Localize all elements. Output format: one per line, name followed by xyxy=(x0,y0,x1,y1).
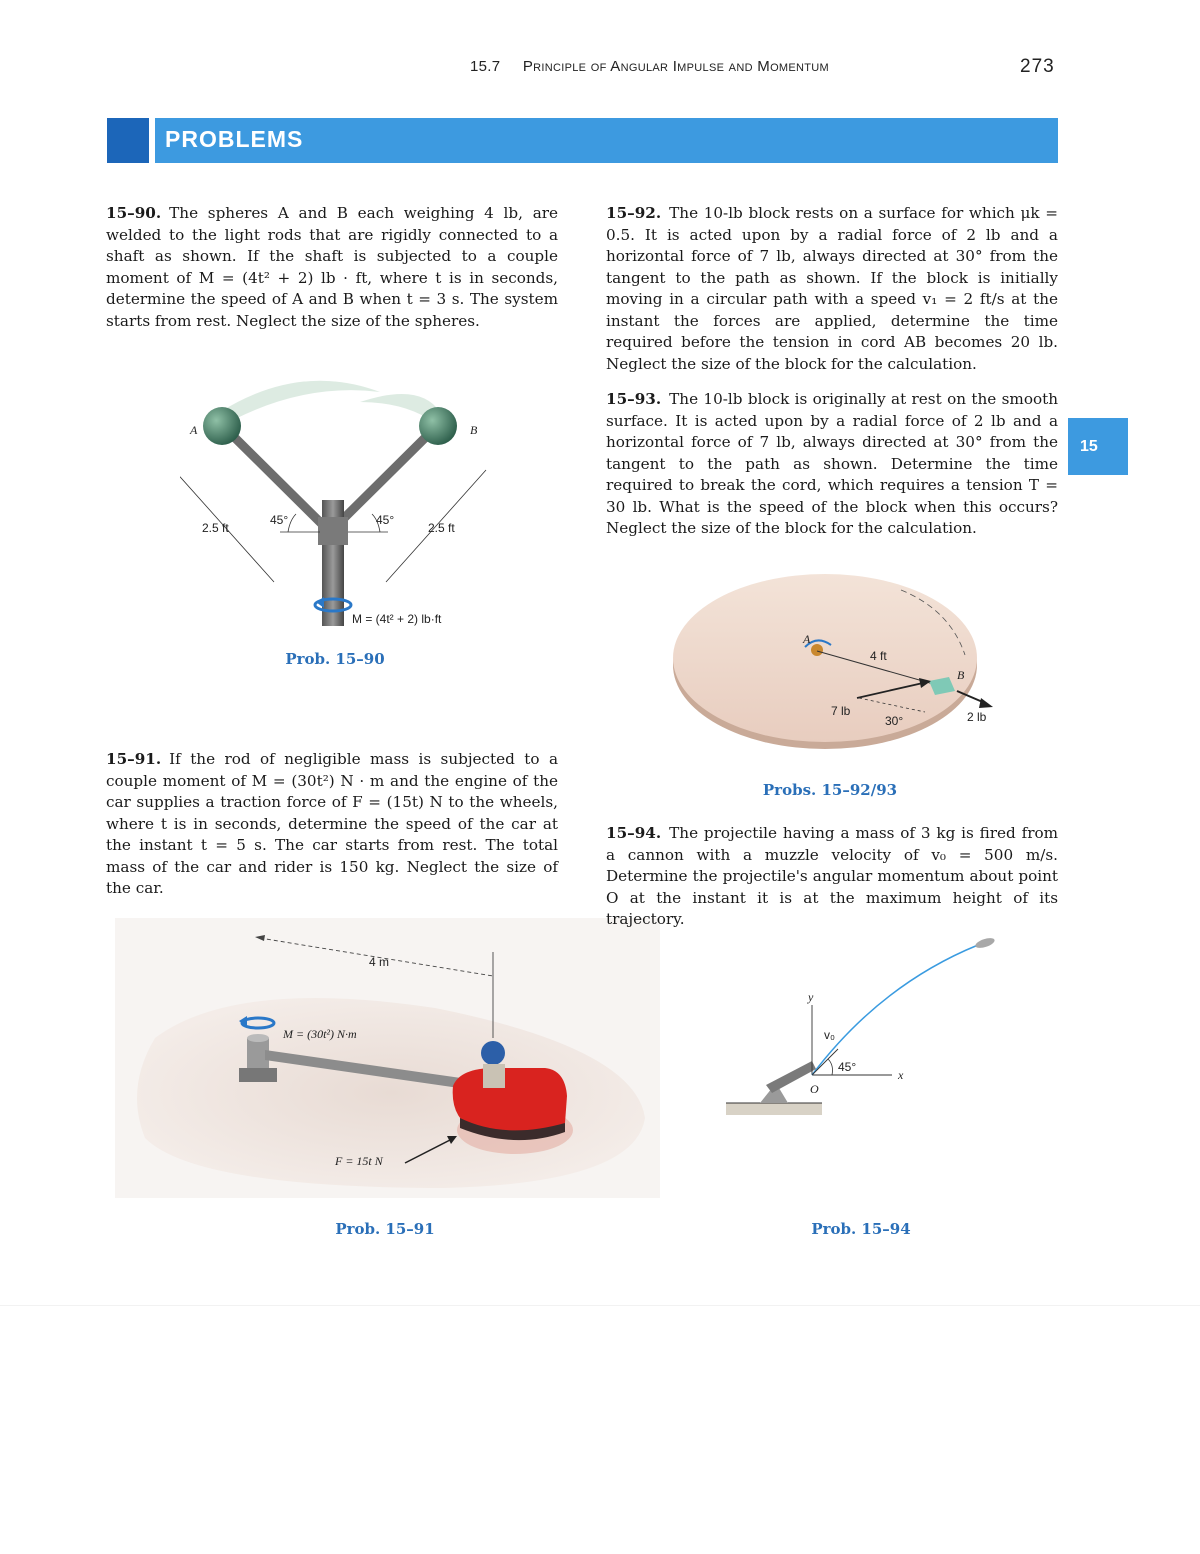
problem-text: The spheres A and B each weighing 4 lb, are welded to the light rods that are rigidly connected to a shaft as shown. If the shaft is subjected to a couple moment of M = (4t² + 2) lb · ft, where t is in seconds, determine the speed of A and B when t = 3 s. The system starts from rest. Neglect the size of the spheres. xyxy=(106,204,558,330)
label-a: A xyxy=(803,632,811,646)
problem-15-90 xyxy=(106,203,558,332)
problem-15-92 xyxy=(606,203,1058,375)
axis-x-label: x xyxy=(898,1068,904,1082)
banner-divider xyxy=(149,118,155,163)
section-number: 15.7 xyxy=(470,58,501,75)
angle-label: 45° xyxy=(838,1060,857,1074)
problem-15-94 xyxy=(606,823,1058,931)
banner-block xyxy=(107,118,149,163)
radius-label: 4 ft xyxy=(870,649,887,663)
force-r-label: 2 lb xyxy=(967,710,987,724)
page-number: 273 xyxy=(1020,56,1055,77)
force-h-label: 7 lb xyxy=(831,704,851,718)
chapter-tab: 15 xyxy=(1068,418,1128,475)
caption-15-94: Prob. 15–94 xyxy=(811,1220,911,1238)
problem-number: 15–93. xyxy=(606,390,662,408)
problem-text: If the rod of negligible mass is subjected to a couple moment of M = (30t²) N · m and the engine of the car supplies a traction force of F = (15t) N to the wheels, where t is in seconds, determine the speed of the car at the instant t = 5 s. The car starts from rest. The total mass of the car and rider is 150 kg. Neglect the size of the car. xyxy=(106,750,558,897)
origin-label: O xyxy=(810,1082,819,1096)
problem-15-91 xyxy=(106,749,558,900)
problem-text: The 10-lb block is originally at rest on the smooth surface. It is acted upon by a radial force of 2 lb and a horizontal force of 7 lb, always directed at 30° from the tangent to the path as shown. Determine the time required to break the cord, which requires a tension T = 30 lb. What is the speed of the block when this occurs? Neglect the size of the block for the calculation. xyxy=(606,390,1058,537)
problem-number: 15–92. xyxy=(606,204,662,222)
problem-number: 15–91. xyxy=(106,750,162,768)
distance-label: 4 m xyxy=(369,955,390,969)
angle-left: 45° xyxy=(270,513,289,527)
problem-text: The projectile having a mass of 3 kg is fired from a cannon with a muzzle velocity of v₀ = 500 m/s. Determine the projectile's angular momentum about point O at the instant it is at the maximum height of its trajectory. xyxy=(606,824,1058,928)
label-b: B xyxy=(470,423,478,437)
page-bottom-margin xyxy=(0,1305,1200,1554)
caption-15-90: Prob. 15–90 xyxy=(285,650,385,668)
problem-number: 15–94. xyxy=(606,824,662,842)
figure-15-90 xyxy=(180,372,510,634)
section-title: Principle of Angular Impulse and Momentum xyxy=(522,58,829,75)
problems-banner xyxy=(107,118,1058,163)
angle-right: 45° xyxy=(376,513,395,527)
force-label: F = 15t N xyxy=(335,1154,383,1168)
angle-label: 30° xyxy=(885,714,904,728)
running-head xyxy=(470,58,940,75)
banner-title: PROBLEMS xyxy=(165,126,304,152)
velocity-label: v₀ xyxy=(824,1028,835,1042)
figure-15-91 xyxy=(115,918,660,1198)
figure-15-94 xyxy=(720,935,1010,1155)
label-a: A xyxy=(190,423,198,437)
problem-15-93 xyxy=(606,389,1058,540)
problem-number: 15–90. xyxy=(106,204,162,222)
moment-label: M = (4t² + 2) lb·ft xyxy=(352,612,442,626)
figure-15-92-93 xyxy=(665,555,1005,760)
axis-y-label: y xyxy=(808,990,814,1004)
problem-text: The 10-lb block rests on a surface for which μk = 0.5. It is acted upon by a radial force of 2 lb and a horizontal force of 7 lb, always directed at 30° from the tangent to the path as shown. If the block is initially moving in a circular path with a speed v₁ = 2 ft/s at the instant the forces are applied, determine the time required before the tension in cord AB becomes 20 lb. Neglect the size of the block for the calculation. xyxy=(606,204,1058,373)
label-b: B xyxy=(957,668,965,682)
caption-15-91: Prob. 15–91 xyxy=(335,1220,435,1238)
caption-15-92-93: Probs. 15–92/93 xyxy=(762,781,898,799)
dim-left: 2.5 ft xyxy=(202,521,229,535)
moment-label: M = (30t²) N·m xyxy=(283,1027,357,1041)
dim-right: 2.5 ft xyxy=(428,521,455,535)
